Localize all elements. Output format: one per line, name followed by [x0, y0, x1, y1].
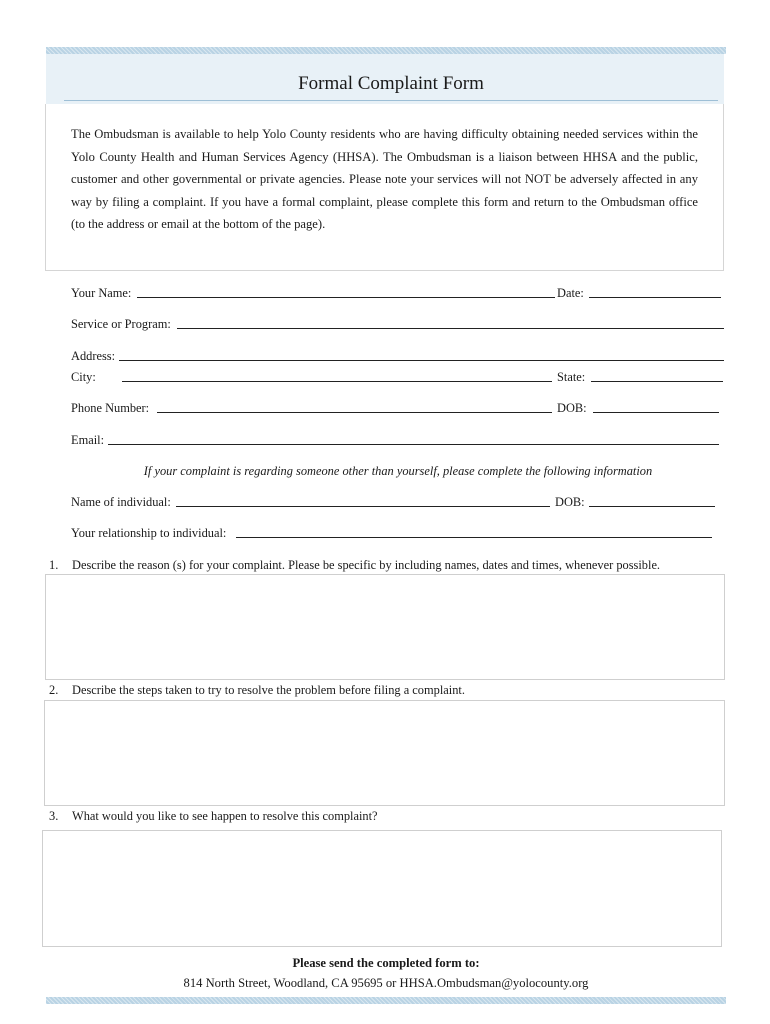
date-label: Date: [557, 286, 584, 300]
state-label: State: [557, 370, 586, 384]
send-address: 814 North Street, Woodland, CA 95695 or HHSA.Ombudsman@yolocounty.org [183, 976, 589, 990]
individual-dob-field[interactable] [589, 506, 715, 507]
state-field[interactable] [591, 381, 723, 382]
name-field[interactable] [137, 297, 555, 298]
date-field[interactable] [589, 297, 721, 298]
relationship-field[interactable] [236, 537, 712, 538]
intro-paragraph: The Ombudsman is available to help Yolo County residents who are having difficulty obtaining needed services within the Yolo County Health and Human Services Agency (HHSA). The Ombudsman is a liaison between HHSA and the public, customer and other governmental or private agencies. Please note your services will not NOT be adversely affected in any way by filing a complaint. If you have a formal complaint, please complete this form and return to the Ombudsman office (to the address or email at the bottom of the page). [71, 127, 698, 232]
dob-label: DOB: [557, 401, 587, 415]
address-field[interactable] [119, 360, 724, 361]
question-2-text: Describe the steps taken to try to resolve the problem before filing a complaint. [72, 683, 465, 697]
individual-dob-label: DOB: [555, 495, 585, 509]
relationship-label: Your relationship to individual: [71, 526, 227, 540]
question-3-number: 3. [49, 809, 59, 823]
email-field[interactable] [108, 444, 719, 445]
question-3-answer-box[interactable] [42, 830, 722, 947]
page-title: Formal Complaint Form [298, 73, 484, 94]
send-instructions-title: Please send the completed form to: [292, 956, 480, 970]
question-2-answer-box[interactable] [44, 700, 725, 806]
question-3-text: What would you like to see happen to resolve this complaint? [72, 809, 378, 823]
question-2-number: 2. [49, 683, 59, 697]
service-field[interactable] [177, 328, 724, 329]
city-label: City: [71, 370, 96, 384]
individual-name-label: Name of individual: [71, 495, 171, 509]
city-field[interactable] [122, 381, 552, 382]
name-label: Your Name: [71, 286, 132, 300]
bottom-decorative-band [46, 997, 726, 1004]
other-person-note: If your complaint is regarding someone other than yourself, please complete the following information [143, 464, 653, 478]
phone-label: Phone Number: [71, 401, 150, 415]
top-decorative-band [46, 47, 726, 54]
email-label: Email: [71, 433, 105, 447]
question-1-text: Describe the reason (s) for your complaint. Please be specific by including names, dates and times, whenever possible. [72, 558, 661, 572]
service-label: Service or Program: [71, 317, 171, 331]
individual-name-field[interactable] [176, 506, 550, 507]
question-1-answer-box[interactable] [45, 574, 725, 680]
question-1-number: 1. [49, 558, 59, 572]
address-label: Address: [71, 349, 116, 363]
title-divider [64, 100, 718, 101]
phone-field[interactable] [157, 412, 552, 413]
dob-field[interactable] [593, 412, 719, 413]
